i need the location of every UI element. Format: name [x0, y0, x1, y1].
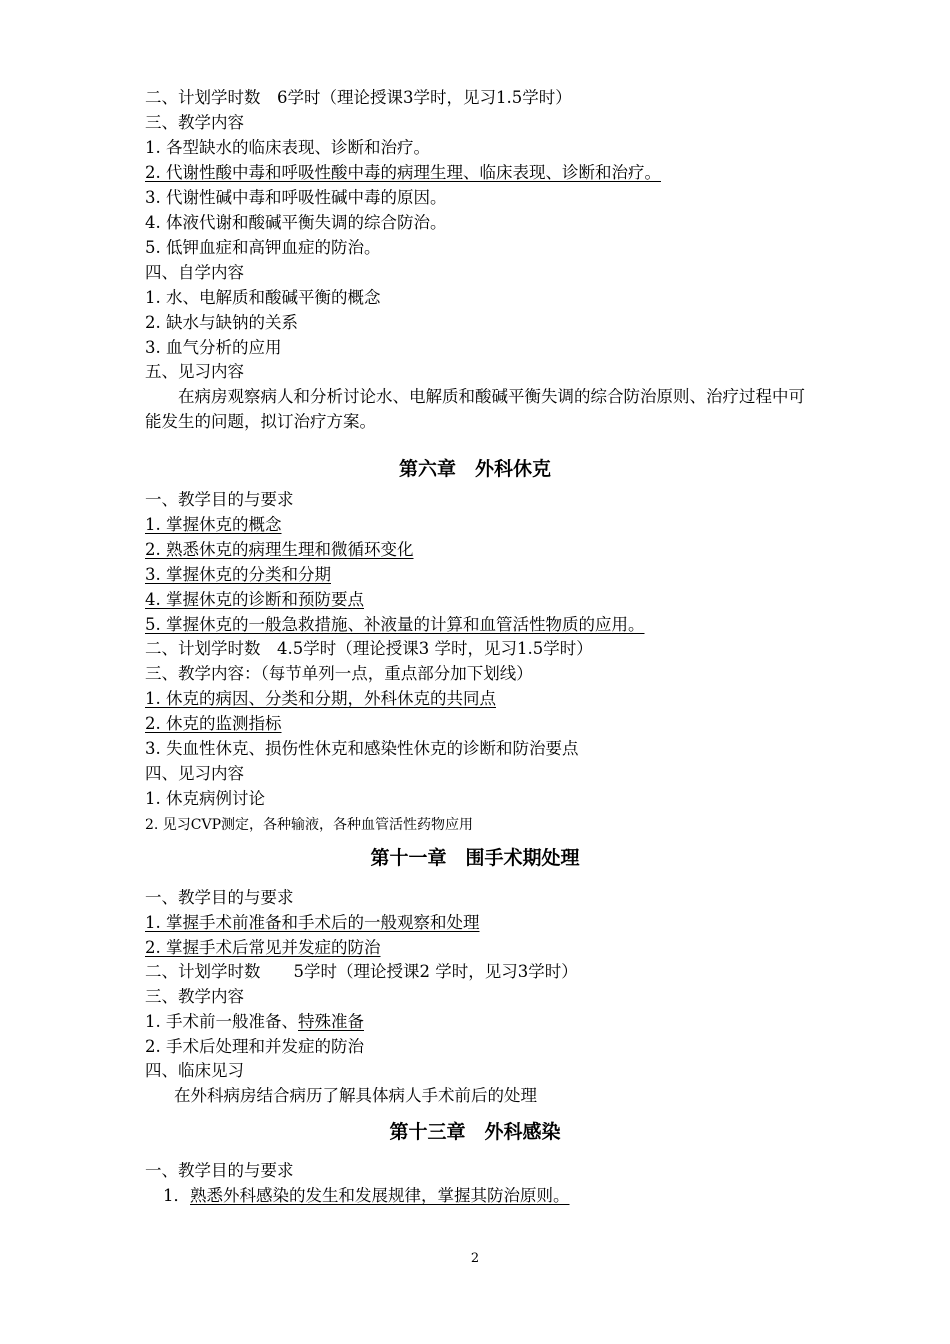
list-item: 1. 休克病例讨论 [145, 789, 265, 808]
text-line: 在外科病房结合病历了解具体病人手术前后的处理 [174, 1086, 537, 1105]
section-heading: 五、见习内容 [145, 362, 244, 381]
paragraph: 在病房观察病人和分析讨论水、电解质和酸碱平衡失调的综合防治原则、治疗过程中可能发生的问题，拟订治疗方案。 [145, 387, 805, 431]
list-item-underlined: 1. 休克的病因、分类和分期，外科休克的共同点 [145, 689, 496, 708]
chapter-title: 第十三章 外科感染 [389, 1121, 561, 1143]
section-heading: 四、自学内容 [145, 263, 244, 282]
list-item-underlined: 5. 掌握休克的一般急救措施、补液量的计算和血管活性物质的应用。 [145, 615, 645, 634]
list-item: 3. 失血性休克、损伤性休克和感染性休克的诊断和防治要点 [145, 739, 579, 758]
list-item: 3. 代谢性碱中毒和呼吸性碱中毒的原因。 [145, 188, 447, 207]
list-item: 2. 手术后处理和并发症的防治 [145, 1037, 364, 1056]
list-item-underlined: 2. 掌握手术后常见并发症的防治 [145, 938, 381, 957]
section-heading: 三、教学内容：（每节单列一点，重点部分加下划线） [145, 664, 533, 683]
list-item-underlined: 3. 掌握休克的分类和分期 [145, 565, 331, 584]
chapter-title: 第十一章 围手术期处理 [370, 847, 580, 869]
list-item-underlined: 2. 熟悉休克的病理生理和微循环变化 [145, 540, 414, 559]
page-number: 2 [470, 1251, 480, 1266]
section-heading: 四、见习内容 [145, 764, 244, 783]
section-heading: 四、临床见习 [145, 1061, 244, 1080]
section-heading: 一、教学目的与要求 [145, 1161, 294, 1180]
list-item: 4. 体液代谢和酸碱平衡失调的综合防治。 [145, 213, 447, 232]
underlined-text: 特殊准备 [298, 1012, 364, 1031]
list-item: 5. 低钾血症和高钾血症的防治。 [145, 238, 381, 257]
text-line: 二、计划学时数 6学时（理论授课3学时，见习1.5学时） [145, 88, 572, 107]
section-heading: 一、教学目的与要求 [145, 888, 294, 907]
list-item-underlined: 2. 休克的监测指标 [145, 714, 282, 733]
list-item: 1. 水、电解质和酸碱平衡的概念 [145, 288, 381, 307]
text-line: 二、计划学时数 4.5学时（理论授课3 学时，见习1.5学时） [145, 639, 593, 658]
underlined-text: 熟悉外科感染的发生和发展规律，掌握其防治原则。 [190, 1186, 570, 1205]
list-item-number: 1． [163, 1186, 190, 1205]
list-item: 3. 血气分析的应用 [145, 338, 282, 357]
list-item: 1. 各型缺水的临床表现、诊断和治疗。 [145, 138, 430, 157]
list-item-underlined: 1. 掌握休克的概念 [145, 515, 282, 534]
text-line: 二、计划学时数 5学时（理论授课2 学时，见习3学时） [145, 962, 578, 981]
list-item-underlined: 2. 代谢性酸中毒和呼吸性酸中毒的病理生理、临床表现、诊断和治疗。 [145, 163, 661, 182]
list-item [163, 1185, 570, 1207]
list-item: 2. 缺水与缺钠的关系 [145, 313, 298, 332]
list-item [145, 1011, 364, 1033]
section-heading: 三、教学内容 [145, 113, 244, 132]
list-item-underlined: 4. 掌握休克的诊断和预防要点 [145, 590, 364, 609]
list-item-text: 1. 手术前一般准备、 [145, 1012, 298, 1031]
section-heading: 三、教学内容 [145, 987, 244, 1006]
chapter-title: 第六章 外科休克 [398, 458, 551, 480]
list-item: 2. 见习CVP测定，各种输液，各种血管活性药物应用 [145, 817, 474, 833]
section-heading: 一、教学目的与要求 [145, 490, 294, 509]
list-item-underlined: 1. 掌握手术前准备和手术后的一般观察和处理 [145, 913, 480, 932]
